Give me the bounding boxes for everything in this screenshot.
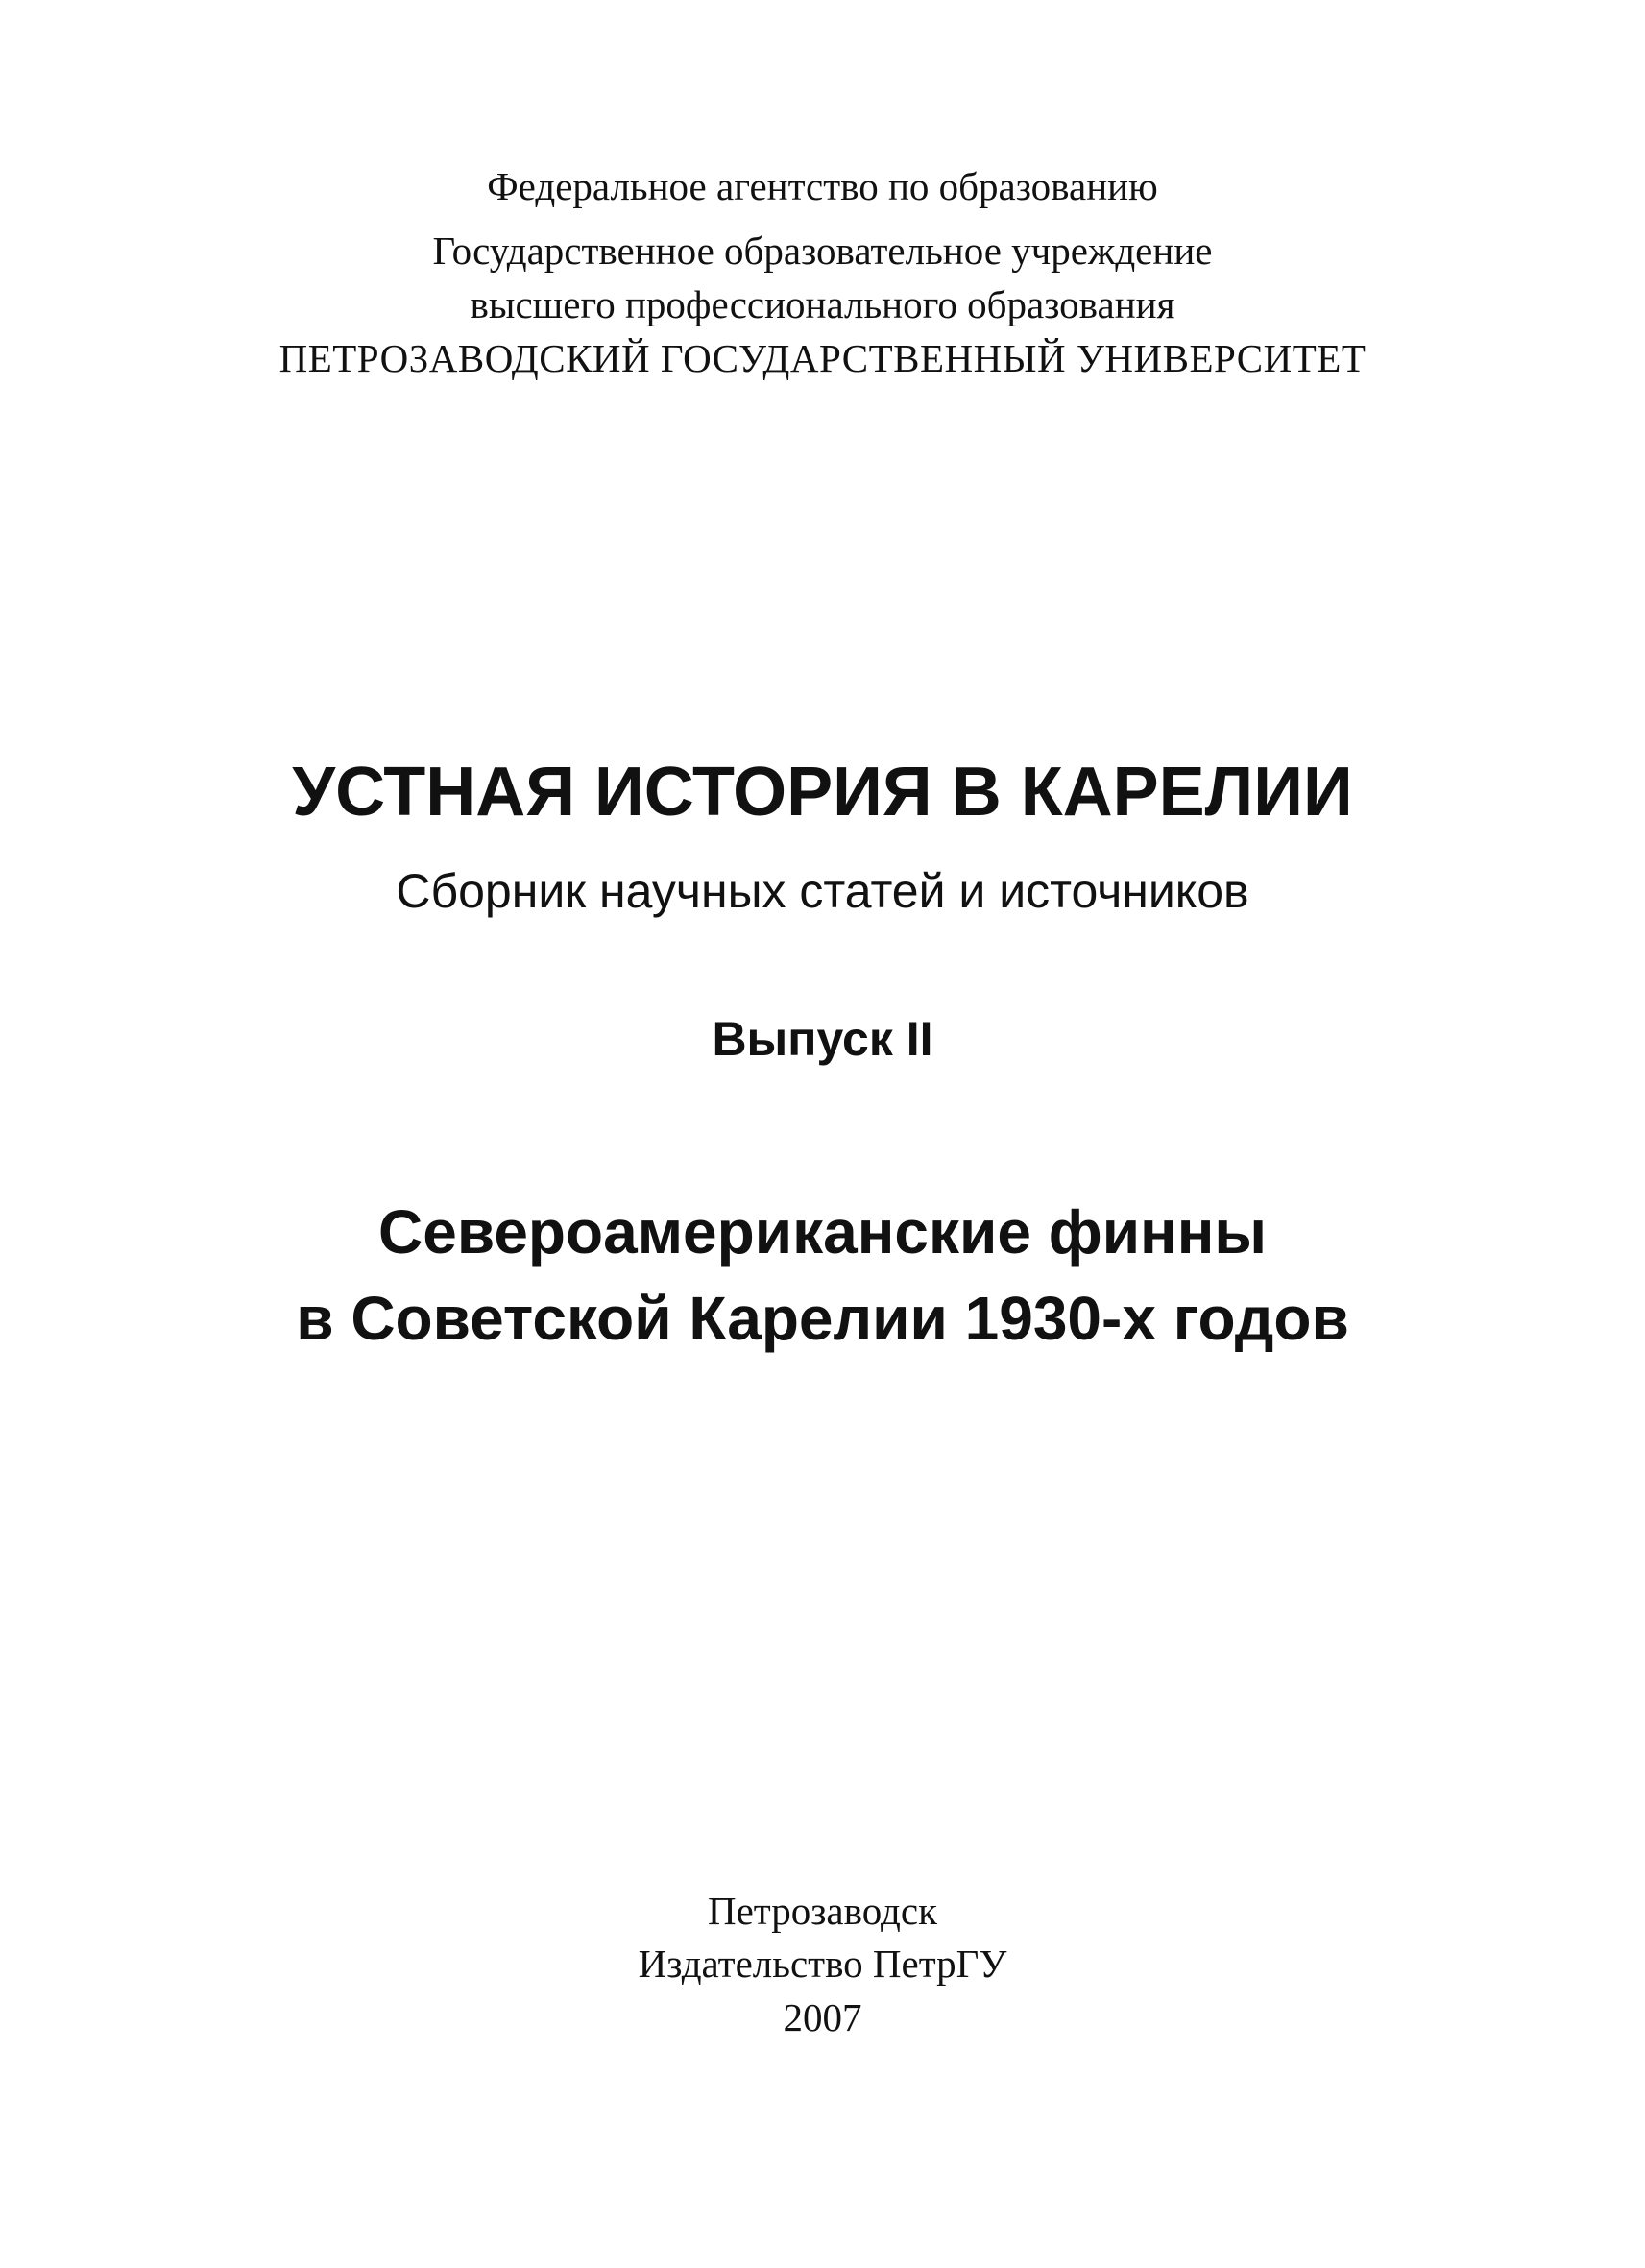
imprint-city: Петрозаводск	[708, 1889, 937, 1933]
issue-number: Выпуск II	[712, 1012, 933, 1066]
institution-line-2: высшего профессионального образования	[470, 282, 1175, 326]
agency-name: Федеральное агентство по образованию	[487, 164, 1158, 208]
imprint-year: 2007	[783, 1995, 862, 2039]
university-name: ПЕТРОЗАВОДСКИЙ ГОСУДАРСТВЕННЫЙ УНИВЕРСИТЕТ	[278, 336, 1367, 380]
book-title: УСТНАЯ ИСТОРИЯ В КАРЕЛИИ	[292, 754, 1353, 831]
issue-theme-line-2: в Советской Карелии 1930-х годов	[296, 1284, 1349, 1353]
institution-line-1: Государственное образовательное учреждение	[432, 229, 1213, 273]
book-subtitle: Сборник научных статей и источников	[396, 864, 1249, 918]
imprint-publisher: Издательство ПетрГУ	[638, 1942, 1007, 1986]
issue-theme-line-1: Североамериканские финны	[378, 1197, 1267, 1267]
